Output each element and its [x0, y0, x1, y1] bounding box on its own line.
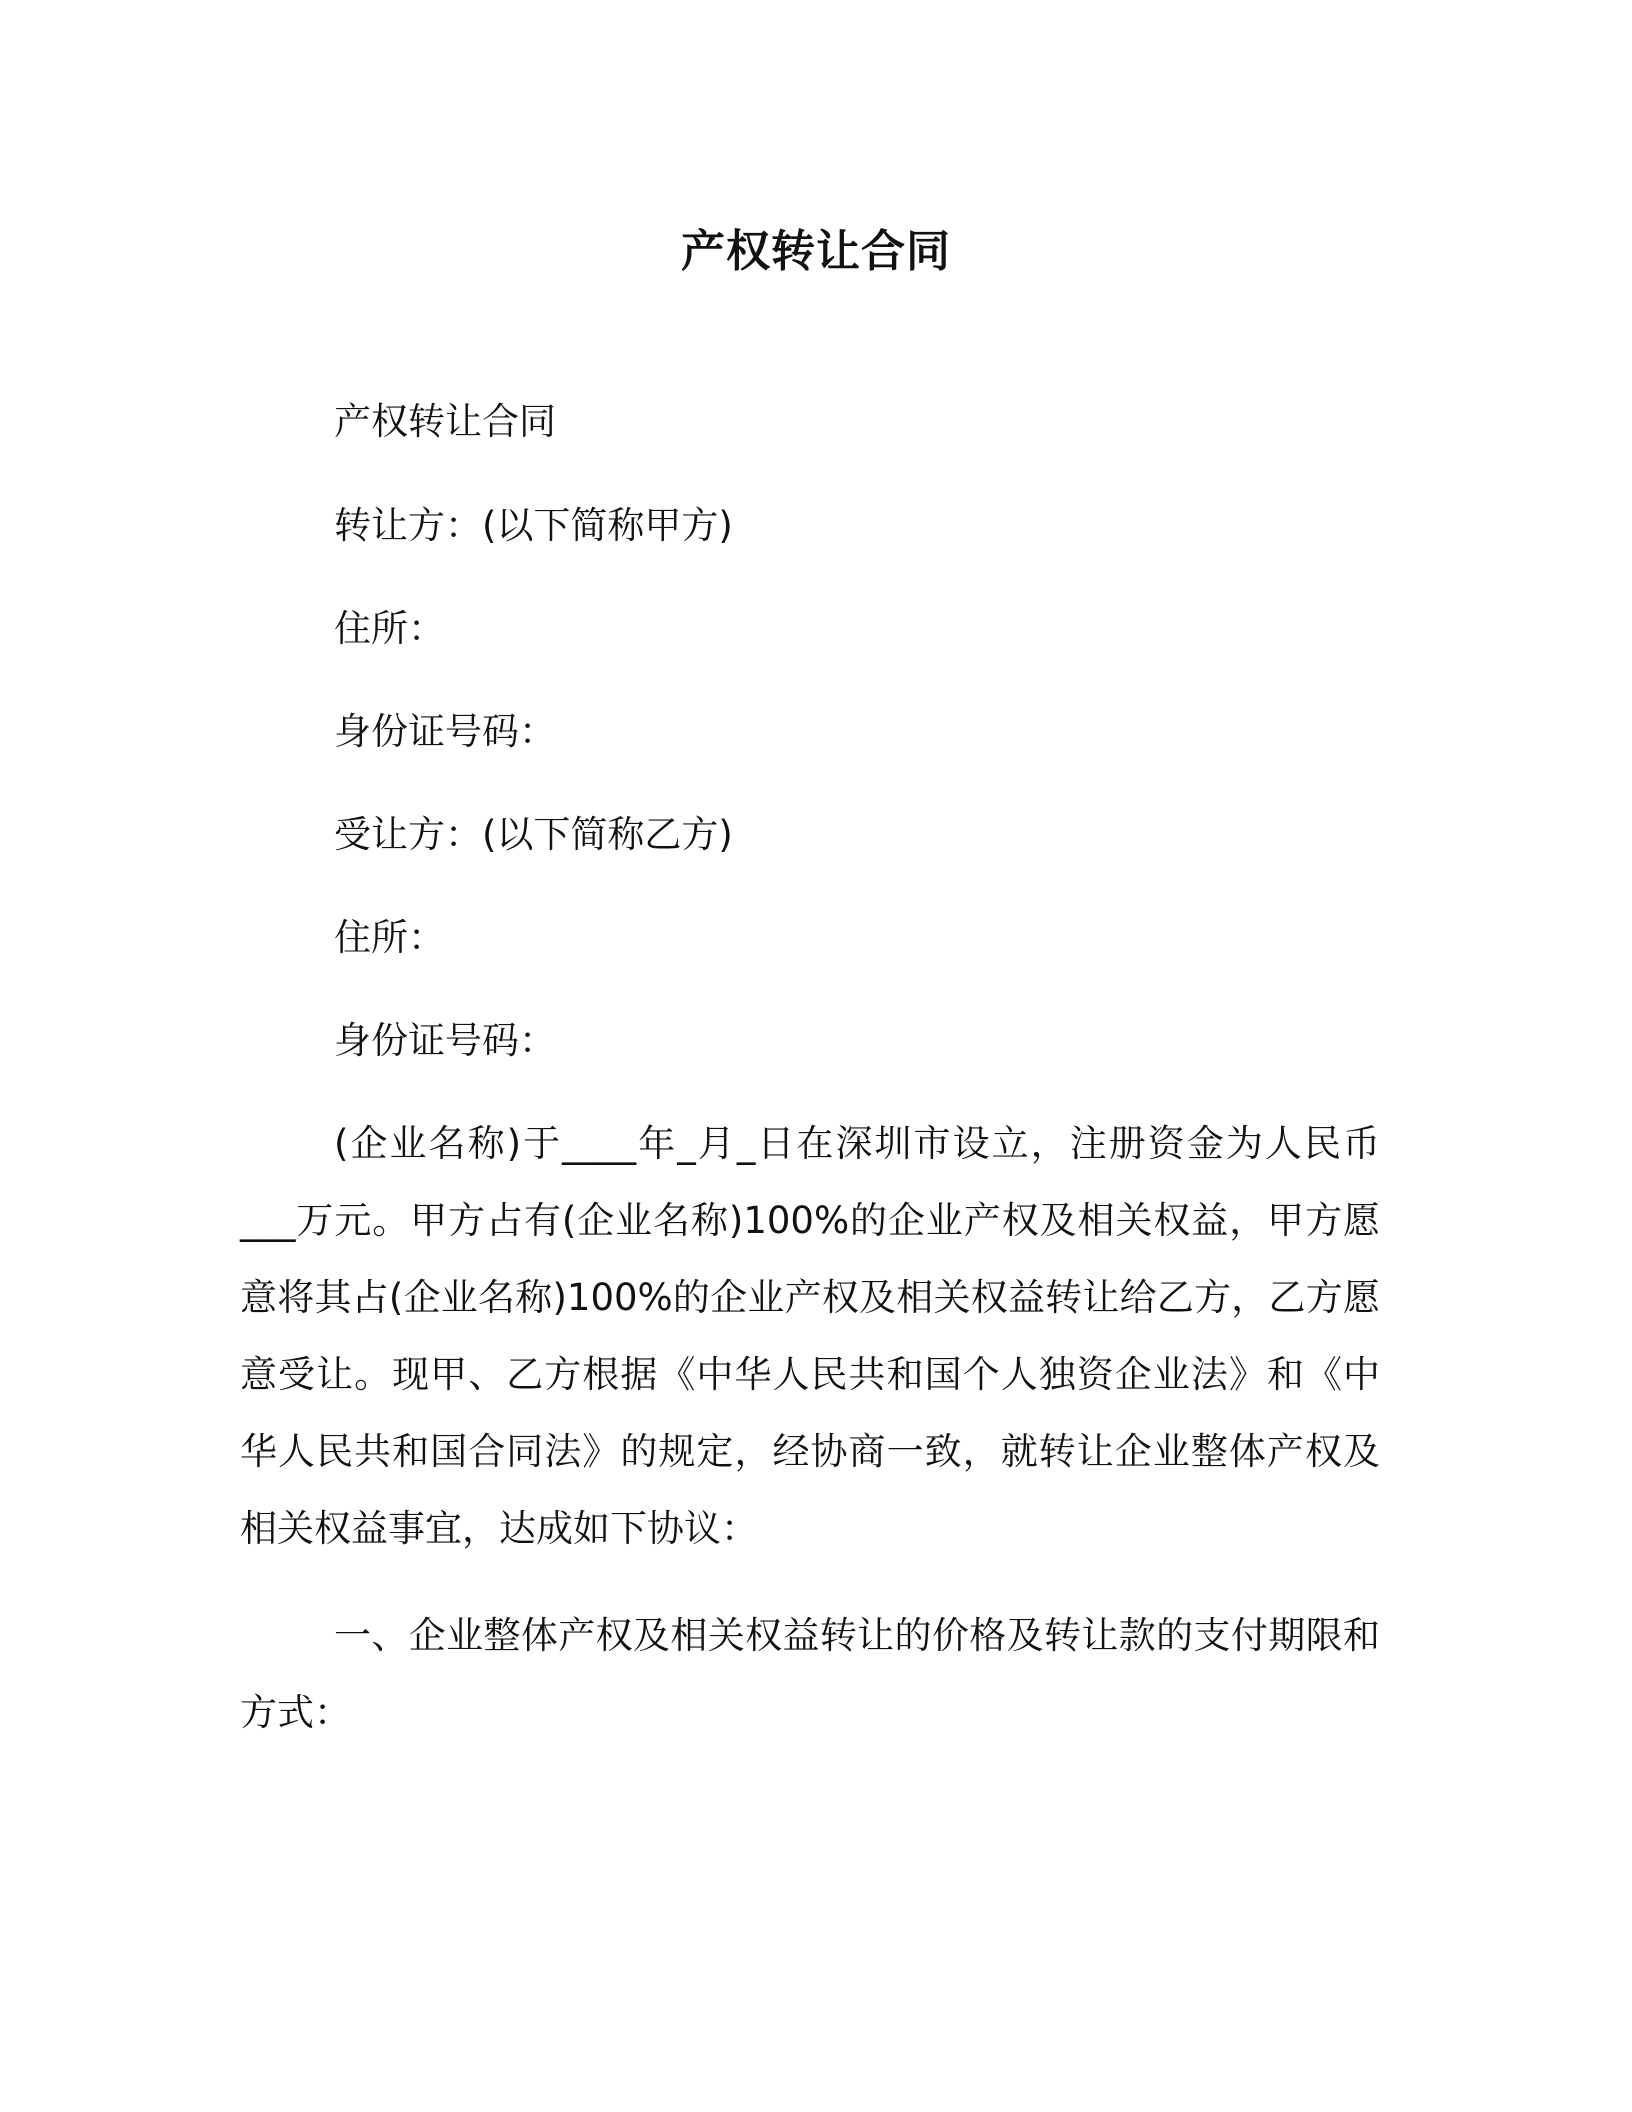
transferor-line: 转让方：(以下简称甲方): [334, 504, 733, 547]
document-title: 产权转让合同: [681, 226, 951, 277]
transferor-id-line: 身份证号码：: [334, 710, 556, 753]
preamble-paragraph: (企业名称)于____年_月_日在深圳市设立，注册资金为人民币___万元。甲方占有(企业名称)100%的企业产权及相关权益，甲方愿意将其占(企业名称)100%的企业产权及相关权益转让给乙方，乙方愿意受让。现甲、乙方根据《中华人民共和国个人独资企业法》和《中华人民共和国合同法》的规定，经协商一致，就转让企业整体产权及相关权益事宜，达成如下协议：: [240, 1122, 1380, 1550]
transferor-address-line: 住所：: [334, 607, 445, 650]
transferee-id-line: 身份证号码：: [334, 1019, 556, 1062]
transferee-line: 受让方：(以下简称乙方): [334, 813, 733, 856]
clause-one-heading: 一、企业整体产权及相关权益转让的价格及转让款的支付期限和方式：: [240, 1614, 1380, 1734]
contract-heading: 产权转让合同: [334, 400, 556, 443]
transferee-address-line: 住所：: [334, 916, 445, 959]
